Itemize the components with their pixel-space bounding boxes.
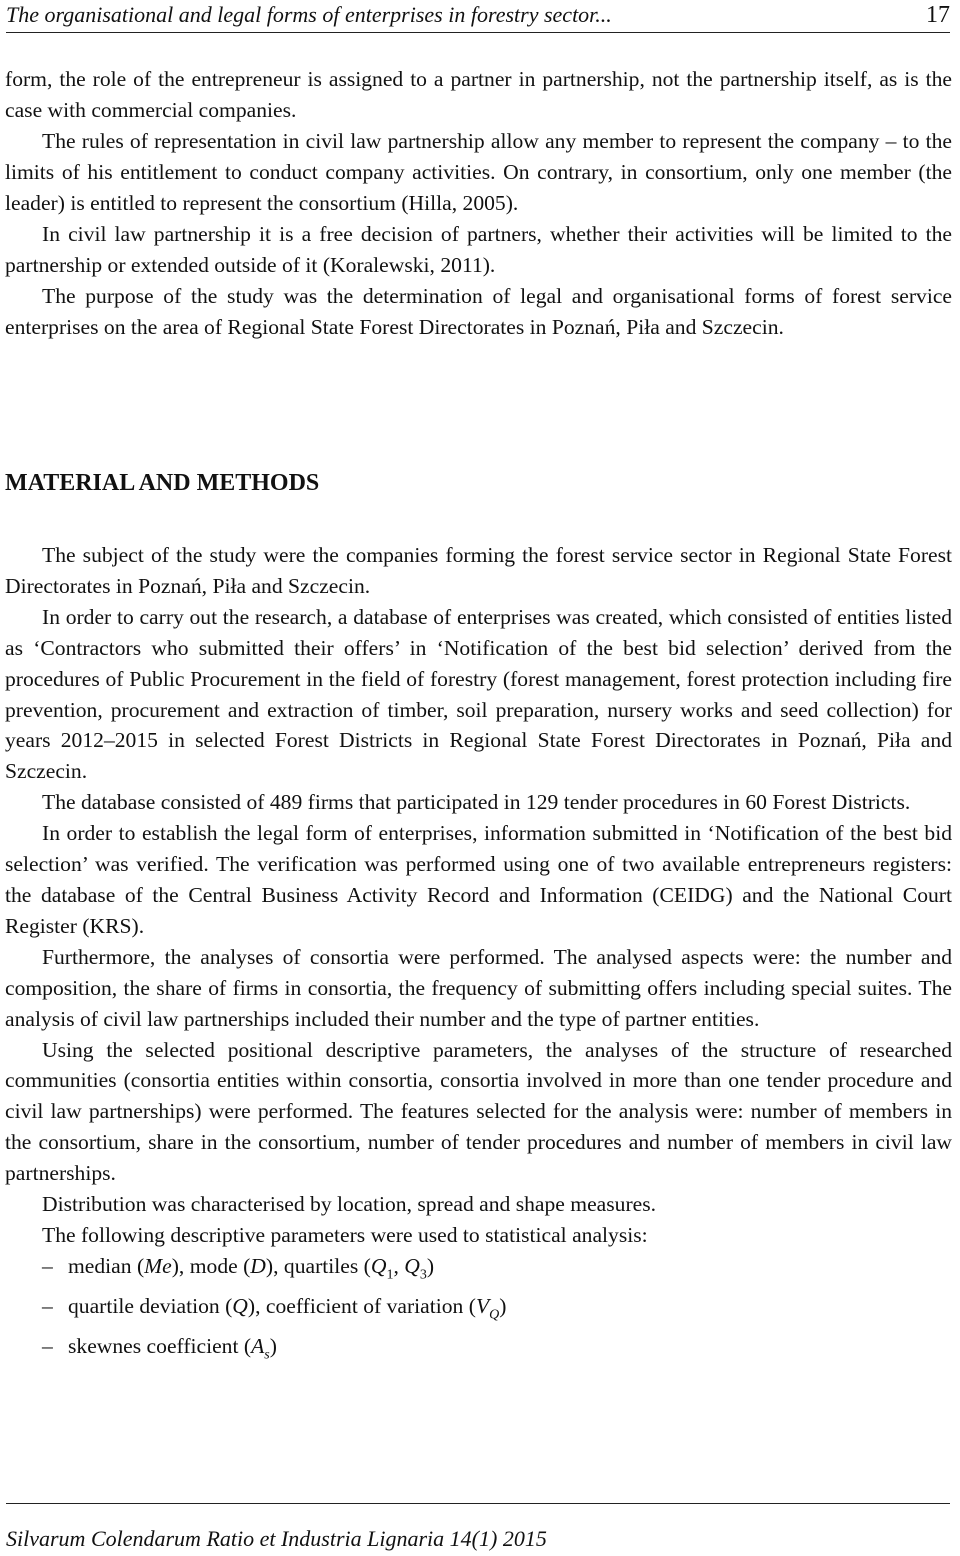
text: , [393,1253,405,1278]
symbol: Q [370,1253,387,1278]
dash: – [42,1253,53,1278]
paragraph: In order to carry out the research, a database of enterprises was created, which consisted of entities listed as ‘Contractors who submitted their offers’ in ‘Notification of the best bid selection’ derived from the procedures of Public Procurement in the field of forestry (forest management, forest protection including fire prevention, procurement and extraction of timber, soil preparation, nursery works and seed collection) for years 2012–2015 in selected Forest Districts in Regional State Forest Directorates in Poznań, Piła and Szczecin. [5,604,952,784]
paragraph: The database consisted of 489 firms that participated in 129 tender procedures in 60 Forest Districts. [42,790,911,815]
dash: – [42,1294,53,1319]
paragraph: Using the selected positional descriptive parameters, the analyses of the structure of researched communities (consortia entities within consortia, consortia involved in more than one tender procedure and civil law partnerships) were performed. The features selected for the analysis were: number of members in the consortium, share in the consortium, number of tender procedures and number of members in civil law partnerships. [5,1037,952,1186]
text: ), coefficient of variation ( [247,1294,476,1319]
page-number: 17 [926,2,950,28]
symbol: V [475,1294,490,1319]
subscript: Q [489,1307,500,1323]
text: ), mode ( [171,1253,251,1278]
section-heading: MATERIAL AND METHODS [5,470,320,496]
list-item [5,1291,952,1331]
journal-citation: Silvarum Colendarum Ratio et Industria Lignaria 14(1) 2015 [6,1526,547,1551]
paragraph: Furthermore, the analyses of consortia were performed. The analysed aspects were: the number and composition, the share of firms in consortia, the frequency of submitting offers including special suites. The analysis of civil law partnerships included their number and the type of partner entities. [5,944,952,1031]
paragraph: In civil law partnership it is a free decision of partners, whether their activities will be limited to the partnership or extended outside of it (Koralewski, 2011). [5,222,952,277]
running-header [6,2,950,33]
symbol: Q [232,1294,248,1319]
symbol: Q [404,1253,420,1278]
intro-text [5,64,952,343]
list-item [5,1331,952,1371]
list-item [5,1251,952,1291]
paragraph: The rules of representation in civil law partnership allow any member to represent the company – to the limits of his entitlement to conduct company activities. On contrary, in consortium, only one member (the leader) is entitled to represent the consortium (Hilla, 2005). [5,129,952,215]
symbol: D [250,1253,266,1278]
text: ) [269,1334,277,1359]
subscript: 1 [386,1267,394,1283]
parameter-list [5,1251,952,1372]
paragraph: The subject of the study were the companies forming the forest service sector in Regional State Forest Directorates in Poznań, Piła and Szczecin. [5,543,952,598]
text: skewnes coefficient ( [68,1334,252,1359]
text: quartile deviation ( [68,1294,233,1319]
methods-text [5,540,952,1372]
paragraph: The following descriptive parameters were used to statistical analysis: [42,1222,648,1247]
paragraph: The purpose of the study was the determination of legal and organisational forms of forest service enterprises on the area of Regional State Forest Directorates in Poznań, Piła and Szczecin. [5,284,952,339]
paragraph: form, the role of the entrepreneur is assigned to a partner in partnership, not the partnership itself, as is the case with commercial companies. [5,67,952,122]
paragraph: In order to establish the legal form of enterprises, information submitted in ‘Notification of the best bid selection’ was verified. The verification was performed using one of two available entrepreneurs registers: the database of the Central Business Activity Record and Information (CEIDG) and the National Court Register (KRS). [5,821,952,938]
symbol: A [251,1334,265,1359]
text: ) [426,1253,435,1278]
text: ), quartiles ( [265,1253,371,1278]
running-footer [6,1503,950,1552]
symbol: Me [144,1253,172,1278]
text: median ( [68,1253,145,1278]
subscript: s [264,1347,270,1363]
paragraph: Distribution was characterised by location, spread and shape measures. [42,1192,657,1217]
subscript: 3 [419,1267,427,1283]
text: ) [499,1294,507,1319]
running-title: The organisational and legal forms of enterprises in forestry sector... [6,2,612,27]
dash: – [42,1334,53,1359]
